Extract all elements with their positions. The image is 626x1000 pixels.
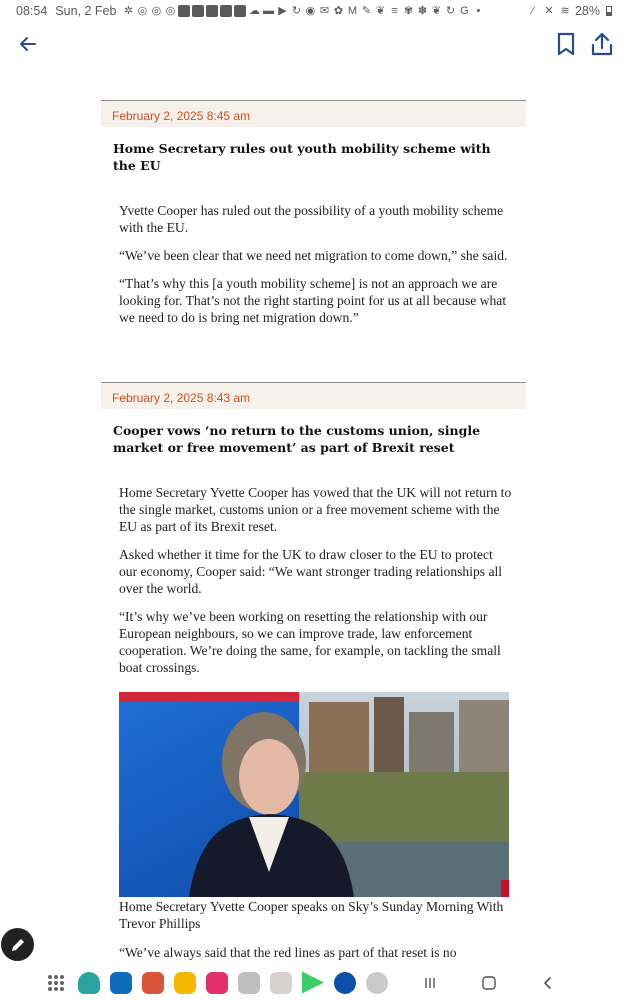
flower-notification-icon: ✽: [417, 5, 428, 17]
cloud-notification-icon: ☁: [248, 5, 260, 17]
paragraph: Asked whether it time for the UK to draw closer to the EU to protect our economy, Cooper said: “We want stronger trading relationships all over the world.: [119, 547, 503, 596]
instagram-notification-icon: ◎: [165, 5, 176, 17]
app-folder-icon[interactable]: [142, 972, 164, 994]
paragraph: “That’s why this [a youth mobility scheme] is not an approach we are looking for. That’s not the right starting point for us at all because what we need to do is bring net migration down.”: [119, 276, 507, 325]
app-dock: [48, 972, 388, 994]
app-notification-icon: [220, 5, 232, 17]
app-icon[interactable]: [174, 972, 196, 994]
system-back-button[interactable]: [533, 965, 563, 1000]
app-notification-icon: [178, 5, 190, 17]
pencil-icon: [10, 937, 26, 953]
sync-notification-icon: ↻: [291, 5, 302, 17]
recents-icon: [423, 976, 437, 990]
wifi-status-icon: ≋: [560, 5, 570, 17]
leaf-notification-icon: ❦: [375, 5, 386, 17]
status-date: Sun, 2 Feb: [55, 4, 117, 18]
paragraph: “It’s why we’ve been working on resetting the relationship with our European neighbours, so we can improve trade, law enforcement cooperation. We’re doing the same, for example, on tackling the small boat crossings.: [119, 609, 501, 675]
post-timestamp-bar: [101, 100, 526, 127]
app-icon[interactable]: [78, 972, 100, 994]
home-icon: [481, 975, 497, 991]
list-notification-icon: ≡: [391, 5, 398, 17]
butterfly-notification-icon: ✾: [403, 5, 414, 17]
back-button[interactable]: [16, 32, 40, 56]
app-icon[interactable]: [334, 972, 356, 994]
post-headline: Home Secretary rules out youth mobility scheme with the EU: [113, 141, 491, 173]
live-blog-post: [101, 382, 526, 687]
feather-notification-icon: ✎: [361, 5, 372, 17]
dot-notification-icon: ▬: [262, 5, 274, 17]
app-icon[interactable]: [366, 972, 388, 994]
more-dot-icon: •: [476, 5, 481, 17]
recent-apps-button[interactable]: [415, 965, 445, 1000]
battery-icon: [606, 6, 612, 16]
google-notification-icon: G: [460, 5, 469, 17]
sync-notification-icon: ↻: [445, 5, 456, 17]
status-time: 08:54: [16, 4, 48, 18]
bookmark-button[interactable]: [554, 31, 578, 57]
share-icon: [589, 30, 615, 58]
app-notification-icon: [206, 5, 218, 17]
navigation-bar: [0, 965, 626, 1000]
battery-percent: 28%: [574, 4, 600, 18]
leaf-notification-icon: ❦: [431, 5, 442, 17]
app-folder-icon[interactable]: [270, 972, 292, 994]
share-button[interactable]: [589, 30, 615, 58]
mute-status-icon: ✕: [544, 5, 554, 17]
post-timestamp-bar: [101, 382, 526, 409]
status-bar: [0, 0, 626, 22]
play-store-app-icon[interactable]: [302, 972, 324, 994]
notification-icons: [122, 5, 484, 17]
photo-caption: Home Secretary Yvette Cooper speaks on Sky’s Sunday Morning With Trevor Phillips: [119, 899, 504, 931]
live-blog-post: [101, 100, 526, 337]
arrow-left-icon: [16, 32, 40, 56]
outlook-app-icon[interactable]: [110, 972, 132, 994]
gear-notification-icon: ✲: [123, 5, 134, 17]
paragraph: Home Secretary Yvette Cooper has vowed that the UK will not return to the single market, customs union or a free movement scheme with the EU as part of its Brexit reset.: [119, 485, 512, 534]
home-button[interactable]: [474, 965, 504, 1000]
instagram-notification-icon: ◎: [151, 5, 162, 17]
photo-image: [119, 692, 509, 897]
article-photo[interactable]: [119, 692, 509, 897]
post-timestamp: February 2, 2025 8:43 am: [112, 391, 251, 405]
apps-grid-icon[interactable]: [48, 975, 64, 991]
chevron-left-icon: [541, 976, 555, 990]
app-notification-icon: [234, 5, 246, 17]
paragraph: “We’ve been clear that we need net migration to come down,” she said.: [119, 248, 508, 263]
app-notification-icon: [192, 5, 204, 17]
flower-notification-icon: ✿: [333, 5, 344, 17]
youtube-notification-icon: ▶: [278, 5, 287, 17]
pen-status-icon: ⁄: [532, 5, 534, 17]
mail-notification-icon: ✉: [319, 5, 330, 17]
app-folder-icon[interactable]: [238, 972, 260, 994]
post-headline: Cooper vows ‘no return to the customs union, single market or free movement’ as part of Brexit reset: [113, 423, 481, 455]
post-timestamp: February 2, 2025 8:45 am: [112, 109, 251, 123]
instagram-notification-icon: ◎: [137, 5, 148, 17]
post-body: [101, 174, 526, 326]
gmail-notification-icon: M: [347, 5, 358, 17]
compose-fab-button[interactable]: [1, 928, 34, 961]
bookmark-icon: [554, 31, 578, 57]
post-body: [101, 456, 526, 676]
app-bar: [0, 22, 626, 66]
paragraph: Yvette Cooper has ruled out the possibility of a youth mobility scheme with the EU.: [119, 203, 504, 235]
chrome-notification-icon: ◉: [305, 5, 316, 17]
paragraph: “We’ve always said that the red lines as part of that reset is no: [119, 945, 457, 960]
instagram-app-icon[interactable]: [206, 972, 228, 994]
